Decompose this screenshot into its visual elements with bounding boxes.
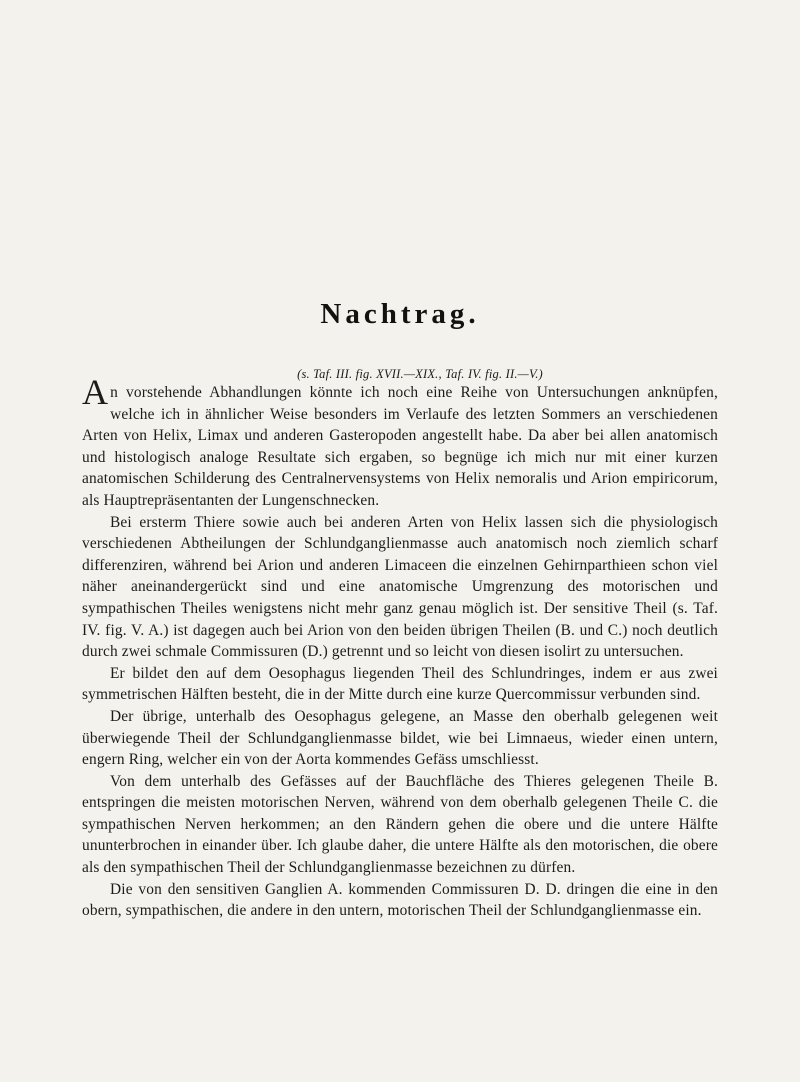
paragraph-1: An vorstehende Abhandlungen könnte ich noch eine Reihe von Untersuchungen anknüpfen, welche ich in ähnlicher Weise besonders im Verlaufe des letzten Sommers an verschiedenen Arten von Helix, Limax und anderen Gasteropoden angestellt habe. Da aber bei allen anatomisch und histologisch analoge Resultate sich ergaben, so begnüge ich mich nur mit einer kurzen anatomischen Schilderung des Centralnervensystems von Helix nemoralis und Arion empiricorum, als Hauptrepräsentanten der Lungenschnecken.: [82, 372, 718, 509]
paragraph-6: Die von den sensitiven Ganglien A. kommenden Commissuren D. D. dringen die eine in den obern, sympathischen, die andere in den untern, motorischen Theil der Schlundganglienmasse ein.: [82, 880, 718, 920]
body-text: [82, 366, 718, 922]
paragraph-2: Bei ersterm Thiere sowie auch bei anderen Arten von Helix lassen sich die physiologisch verschiedenen Abtheilungen der Schlundganglienmasse auch anatomisch noch ziemlich scharf differenziren, während bei Arion und anderen Limaceen die einzelnen Gehirnparthieen schon viel näher aneinandergerückt sind und eine anatomische Umgrenzung des motorischen und sympathischen Theiles wenigstens nicht mehr ganz genau möglich ist. Der sensitive Theil (s. Taf. IV. fig. V. A.) ist dagegen auch bei Arion von den beiden übrigen Theilen (B. und C.) noch deutlich durch zwei schmale Commissuren (D.) getrennt und so leicht von diesen isolirt zu untersuchen.: [82, 513, 718, 661]
paragraph-5: Von dem unterhalb des Gefässes auf der Bauchfläche des Thieres gelegenen Theile B. entspringen die meisten motorischen Nerven, während von dem oberhalb gelegenen Theile C. die sympathischen Nerven herkommen; an den Rändern gehen die obere und die untere Hälfte ununterbrochen in einander über. Ich glaube daher, die untere Hälfte als den motorischen, die obere als den sympathischen Theil der Schlundganglienmasse bezeichnen zu dürfen.: [82, 772, 718, 877]
plate-reference: (s. Taf. III. fig. XVII.—XIX., Taf. IV. fig. II.—V.): [297, 367, 543, 381]
paragraph-3: Er bildet den auf dem Oesophagus liegenden Theil des Schlundringes, indem er aus zwei symmetrischen Hälften besteht, die in der Mitte durch eine kurze Quercommissur verbunden sind.: [82, 664, 718, 704]
page-title: Nachtrag.: [320, 298, 480, 330]
paragraph-4: Der übrige, unterhalb des Oesophagus gelegene, an Masse den oberhalb gelegenen weit überwiegende Theil der Schlundganglienmasse bildet, wie bei Limnaeus, wieder einen untern, engern Ring, welcher ein von der Aorta kommendes Gefäss umschliesst.: [82, 707, 718, 769]
